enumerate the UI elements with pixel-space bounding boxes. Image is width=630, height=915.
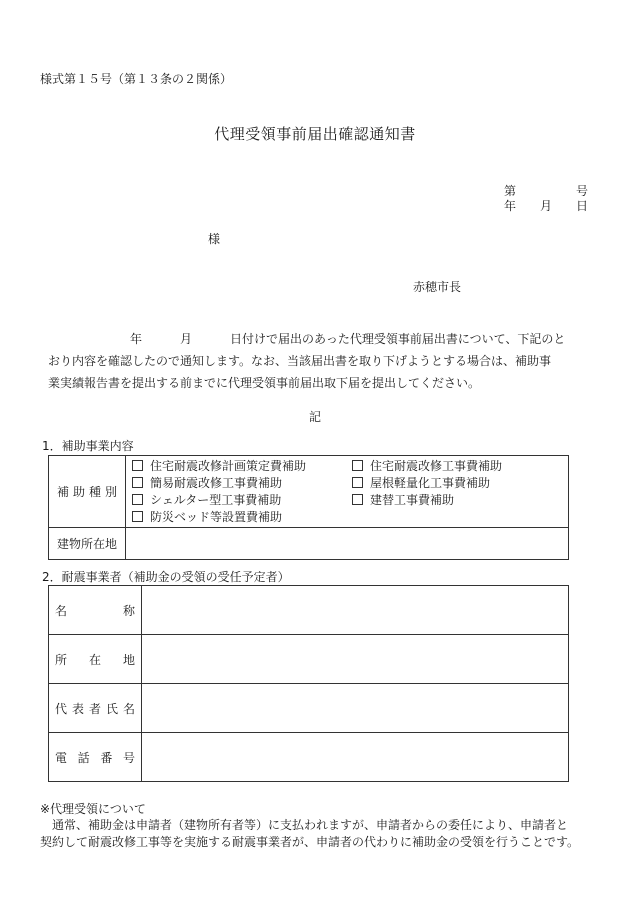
representative-field[interactable] <box>142 684 569 733</box>
phone-label: 電 話 番 号 <box>49 733 142 782</box>
option-plan[interactable]: 住宅耐震改修計画策定費補助 <box>132 458 352 474</box>
option-roof-work[interactable]: 屋根軽量化工事費補助 <box>352 475 562 491</box>
building-location-field[interactable] <box>126 528 569 560</box>
checkbox[interactable] <box>352 477 363 488</box>
subsidy-type-options <box>126 456 569 528</box>
body-line-3: 業実績報告書を提出する前までに代理受領事前届出取下届を提出してください。 <box>48 376 481 390</box>
issue-date-line <box>504 197 588 214</box>
representative-label: 代 表 者 氏 名 <box>49 684 142 733</box>
option-house-work[interactable]: 住宅耐震改修工事費補助 <box>352 458 562 474</box>
option-bed[interactable]: 防災ベッド等設置費補助 <box>132 509 352 525</box>
phone-field[interactable] <box>142 733 569 782</box>
building-location-label: 建物所在地 <box>49 528 126 560</box>
number-suffix: 号 <box>575 184 588 198</box>
number-prefix: 第 <box>503 184 516 198</box>
section1-heading: 1．補助事業内容 <box>42 439 134 453</box>
notes-heading: ※代理受領について <box>40 802 146 816</box>
section2-heading: 2．耐震事業者（補助金の受領の受任予定者） <box>42 570 290 584</box>
body-line-1: 年 月 日付けで届出のあった代理受領事前届出書について、下記のと <box>130 332 566 346</box>
notes-body <box>40 817 579 851</box>
contractor-name-label: 名 称 <box>49 586 142 635</box>
checkbox[interactable] <box>132 511 143 522</box>
document-title: 代理受領事前届出確認通知書 <box>214 125 416 143</box>
issue-month: 月 <box>539 199 552 213</box>
contractor-address-label: 所 在 地 <box>49 635 142 684</box>
contractor-address-field[interactable] <box>142 635 569 684</box>
issue-year: 年 <box>503 199 516 213</box>
contractor-name-field[interactable] <box>142 586 569 635</box>
checkbox[interactable] <box>132 494 143 505</box>
checkbox[interactable] <box>132 460 143 471</box>
option-shelter-work[interactable]: シェルター型工事費補助 <box>132 492 352 508</box>
option-rebuild-work[interactable]: 建替工事費補助 <box>352 492 562 508</box>
ki-mark: 記 <box>308 410 321 424</box>
issue-day: 日 <box>575 199 588 213</box>
notes-line-2: 契約して耐震改修工事等を実施する耐震事業者が、申請者の代わりに補助金の受領を行うことです。 <box>40 835 580 849</box>
addressee: 様 <box>208 232 221 246</box>
checkbox[interactable] <box>352 494 363 505</box>
checkbox[interactable] <box>352 460 363 471</box>
body-line-2: おり内容を確認したので通知します。なお、当該届出書を取り下げようとする場合は、補助事 <box>48 354 552 368</box>
contractor-table <box>48 585 569 782</box>
subsidy-content-table <box>48 455 569 560</box>
checkbox[interactable] <box>132 477 143 488</box>
form-number: 様式第１５号（第１３条の２関係） <box>40 72 233 86</box>
notes-line-1: 通常、補助金は申請者（建物所有者等）に支払われますが、申請者からの委任により、申請者と <box>40 818 569 832</box>
body-paragraph <box>48 328 588 394</box>
sender: 赤穂市長 <box>413 280 462 294</box>
subsidy-type-label: 補 助 種 別 <box>49 456 126 528</box>
option-simple-work[interactable]: 簡易耐震改修工事費補助 <box>132 475 352 491</box>
